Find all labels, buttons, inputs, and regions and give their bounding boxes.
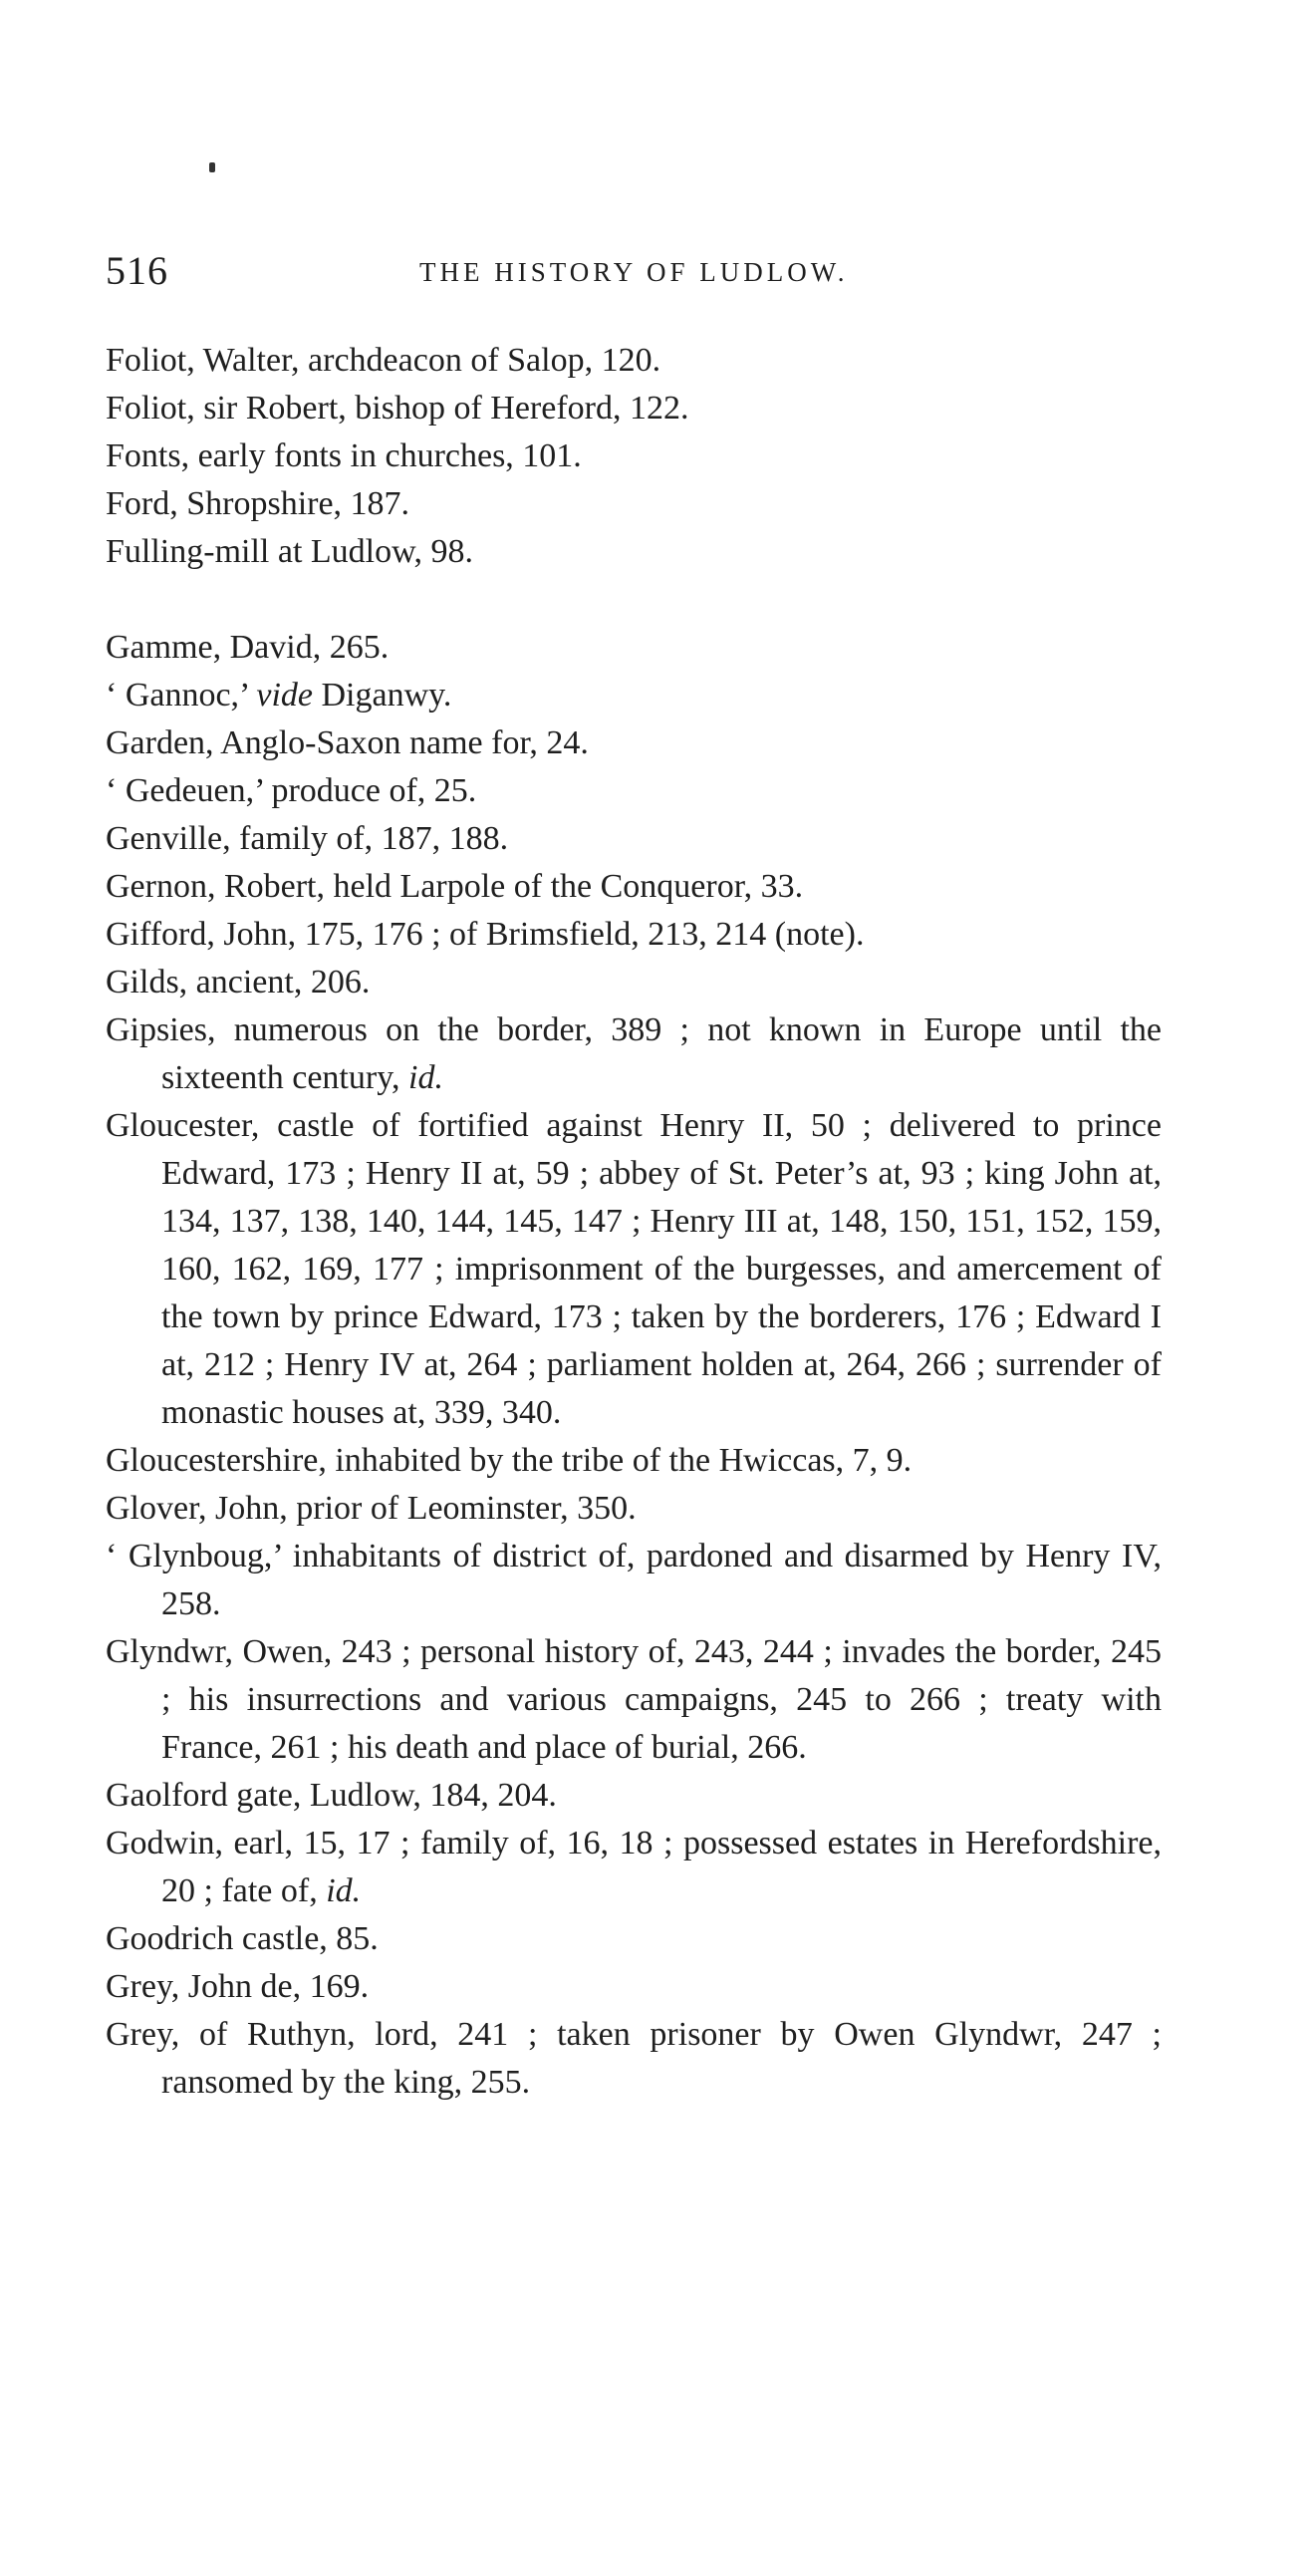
index-entry: Goodrich castle, 85. bbox=[106, 1920, 379, 1957]
index-entry: Glover, John, prior of Leominster, 350. bbox=[106, 1490, 637, 1527]
index-entry: Foliot, sir Robert, bishop of Hereford, 122. bbox=[106, 390, 689, 427]
index-list bbox=[106, 337, 1162, 2107]
index-entry: ‘ Gannoc,’ vide Diganwy. bbox=[106, 677, 452, 714]
index-entry: Garden, Anglo-Saxon name for, 24. bbox=[106, 724, 589, 761]
italic-reference: id. bbox=[408, 1059, 443, 1096]
index-entry: Fonts, early fonts in churches, 101. bbox=[106, 437, 582, 474]
index-entry: ‘ Gedeuen,’ produce of, 25. bbox=[106, 772, 477, 809]
index-entry: Gamme, David, 265. bbox=[106, 629, 390, 666]
running-title: THE HISTORY OF LUDLOW. bbox=[419, 257, 849, 287]
letter-group-gap bbox=[106, 576, 1162, 624]
italic-reference: id. bbox=[326, 1872, 362, 1909]
index-entry: Grey, John de, 169. bbox=[106, 1968, 370, 2005]
italic-reference: vide bbox=[256, 677, 313, 714]
index-entry: Fulling-mill at Ludlow, 98. bbox=[106, 533, 473, 570]
index-entry: Ford, Shropshire, 187. bbox=[106, 485, 410, 522]
index-entry: Gernon, Robert, held Larpole of the Conqueror, 33. bbox=[106, 868, 804, 905]
index-entry: Godwin, earl, 15, 17 ; family of, 16, 18 ; possessed estates in Herefordshire, 20 ; fate of, id. bbox=[106, 1825, 1162, 1909]
index-entry: Gifford, John, 175, 176 ; of Brimsfield, 213, 214 (note). bbox=[106, 916, 865, 953]
index-entry: Foliot, Walter, archdeacon of Salop, 120. bbox=[106, 342, 661, 379]
page-number: 516 bbox=[106, 248, 168, 293]
index-entry: ‘ Glynboug,’ inhabitants of district of, pardoned and disarmed by Henry IV, 258. bbox=[106, 1538, 1162, 1622]
page-header bbox=[106, 247, 1132, 307]
index-entry: Gipsies, numerous on the border, 389 ; not known in Europe until the sixteenth century, id. bbox=[106, 1011, 1162, 1096]
index-entry: Gloucestershire, inhabited by the tribe of the Hwiccas, 7, 9. bbox=[106, 1442, 913, 1479]
index-entry: Glyndwr, Owen, 243 ; personal history of, 243, 244 ; invades the border, 245 ; his insurrections and various campaigns, 245 to 266 ; treaty with France, 261 ; his death and place of burial, 266. bbox=[106, 1633, 1162, 1766]
index-entry: Gloucester, castle of fortified against Henry II, 50 ; delivered to prince Edward, 173 ; Henry II at, 59 ; abbey of St. Peter’s at, 93 ; king John at, 134, 137, 138, 140, 144, 145, 147 ; Henry III at, 148, 150, 151, 152, 159, 160, 162, 169, 177 ; imprisonment of the burgesses, and amercement of the town by prince Edward, 173 ; taken by the borderers, 176 ; Edward I at, 212 ; Henry IV at, 264 ; parliament holden at, 264, 266 ; surrender of monastic houses at, 339, 340. bbox=[106, 1107, 1162, 1431]
index-entry: Gilds, ancient, 206. bbox=[106, 964, 371, 1001]
index-entry: Grey, of Ruthyn, lord, 241 ; taken prisoner by Owen Glyndwr, 247 ; ransomed by the king, 255. bbox=[106, 2016, 1162, 2101]
index-entry: Gaolford gate, Ludlow, 184, 204. bbox=[106, 1777, 557, 1814]
index-entry: Genville, family of, 187, 188. bbox=[106, 820, 509, 857]
ink-speck bbox=[209, 162, 215, 172]
